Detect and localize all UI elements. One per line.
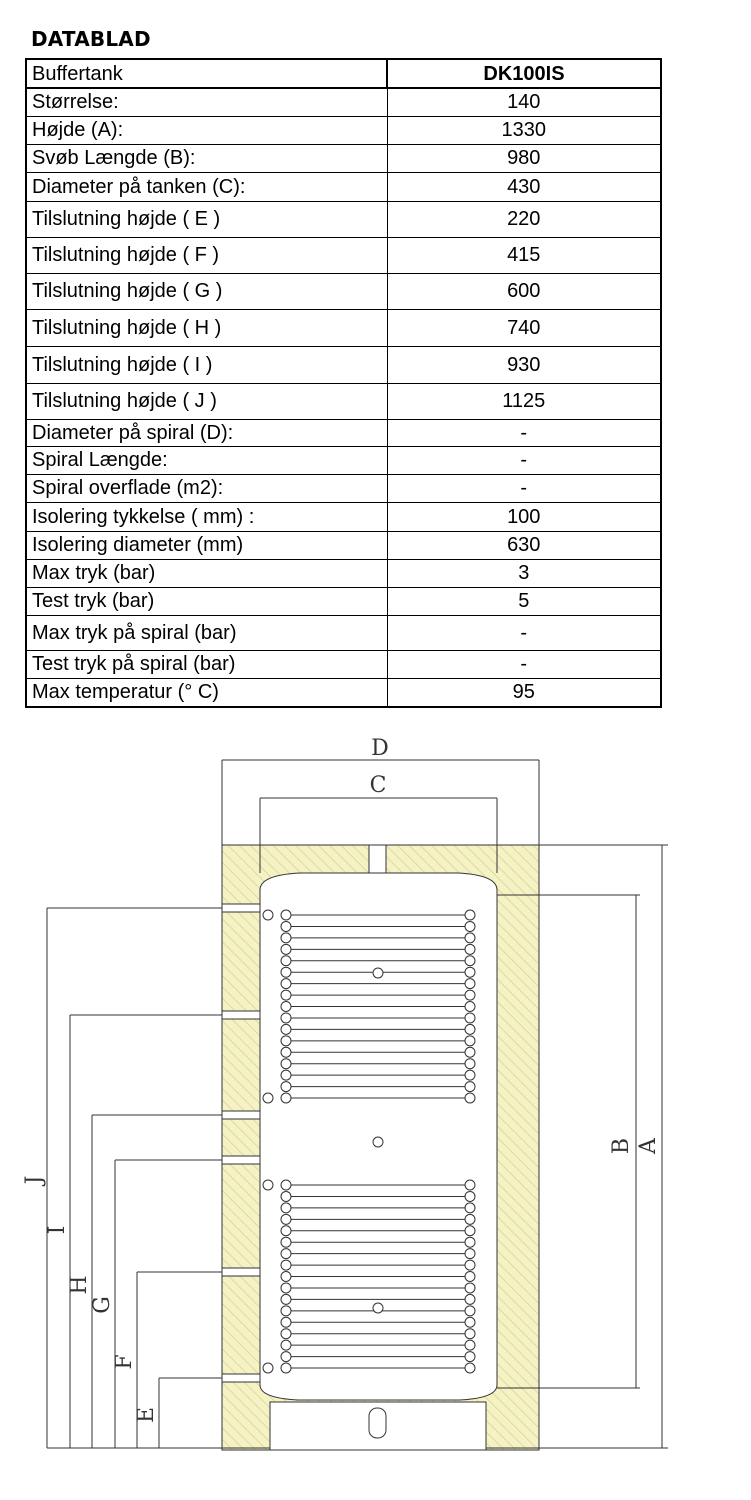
upper-coil-end [465, 1070, 475, 1080]
row-value: 430 [387, 172, 661, 201]
top-connection [369, 845, 386, 873]
row-label: Isolering diameter (mm) [26, 531, 387, 559]
dim-label-d: D [371, 736, 389, 761]
dim-label-c: C [369, 773, 387, 798]
lower-coil-end [281, 1237, 291, 1247]
dim-label-f: F [112, 1354, 137, 1370]
table-row [26, 346, 661, 383]
table-row [26, 678, 661, 707]
row-value: 1125 [387, 383, 661, 419]
row-label: Max tryk (bar) [26, 559, 387, 587]
lower-coil-end [281, 1249, 291, 1259]
row-label: Tilslutning højde ( J ) [26, 383, 387, 419]
upper-coil-end [465, 910, 475, 920]
row-label: Tilslutning højde ( I ) [26, 346, 387, 383]
lower-coil-end [465, 1317, 475, 1327]
row-label: Diameter på spiral (D): [26, 419, 387, 446]
upper-coil-end [465, 933, 475, 943]
lower-coil-end [465, 1363, 475, 1373]
dim-label-h: H [67, 1275, 92, 1295]
row-value: 5 [387, 587, 661, 615]
upper-coil-end [465, 967, 475, 977]
side-connection [222, 1156, 260, 1164]
upper-coil-end [281, 910, 291, 920]
upper-coil-end [281, 1082, 291, 1092]
lower-coil-end [465, 1294, 475, 1304]
sensor-port [373, 1303, 383, 1313]
upper-coil-end [465, 1036, 475, 1046]
table-row [26, 587, 661, 615]
table-header-row [26, 59, 661, 88]
lower-coil-end [465, 1283, 475, 1293]
lower-coil-end [281, 1260, 291, 1270]
table-row [26, 383, 661, 419]
lower-coil-end [281, 1180, 291, 1190]
dim-label-b: B [609, 1137, 634, 1155]
side-connection [222, 1268, 260, 1276]
lower-coil-outlet [263, 1363, 273, 1373]
row-value: 740 [387, 309, 661, 346]
header-model: DK100IS [387, 59, 661, 88]
upper-coil-end [281, 979, 291, 989]
upper-coil-end [281, 1024, 291, 1034]
upper-coil-end [281, 956, 291, 966]
upper-coil-end [281, 1070, 291, 1080]
row-value: 415 [387, 237, 661, 273]
table-row [26, 237, 661, 273]
lower-coil-end [281, 1306, 291, 1316]
row-label: Max temperatur (° C) [26, 678, 387, 707]
tank-body [260, 873, 497, 1400]
upper-coil-end [281, 1036, 291, 1046]
lower-coil-inlet [263, 1180, 273, 1190]
lower-coil-end [281, 1283, 291, 1293]
upper-coil-end [465, 1047, 475, 1057]
row-value: 140 [387, 88, 661, 116]
table-row [26, 309, 661, 346]
upper-coil-end [281, 1002, 291, 1012]
dim-label-a: A [636, 1138, 661, 1154]
upper-coil-end [465, 1082, 475, 1092]
upper-coil-end [465, 921, 475, 931]
row-label: Diameter på tanken (C): [26, 172, 387, 201]
lower-coil-end [281, 1191, 291, 1201]
row-value: - [387, 446, 661, 474]
upper-coil-end [465, 1059, 475, 1069]
row-value: 930 [387, 346, 661, 383]
row-value: 980 [387, 144, 661, 172]
upper-coil-end [465, 1093, 475, 1103]
row-value: 3 [387, 559, 661, 587]
lower-coil-end [281, 1363, 291, 1373]
spec-table [25, 58, 662, 708]
dim-label-e: E [134, 1406, 159, 1424]
upper-coil-outlet [263, 1093, 273, 1103]
sensor-port [373, 968, 383, 978]
table-row [26, 531, 661, 559]
row-value: - [387, 419, 661, 446]
lower-coil-end [281, 1352, 291, 1362]
upper-coil-end [281, 967, 291, 977]
dim-label-i: I [45, 1225, 70, 1235]
sensor-port [373, 1137, 383, 1147]
upper-coil-end [281, 1093, 291, 1103]
row-value: 1330 [387, 116, 661, 144]
lower-coil-end [465, 1180, 475, 1190]
upper-coil-end [465, 1002, 475, 1012]
row-label: Størrelse: [26, 88, 387, 116]
tank-diagram [0, 720, 751, 1500]
bottom-drain [369, 1408, 386, 1438]
table-row [26, 201, 661, 237]
upper-coil-end [465, 1024, 475, 1034]
lower-coil-end [281, 1317, 291, 1327]
row-label: Tilslutning højde ( F ) [26, 237, 387, 273]
row-value: 600 [387, 273, 661, 309]
row-value: 95 [387, 678, 661, 707]
upper-coil-end [281, 1059, 291, 1069]
row-label: Tilslutning højde ( E ) [26, 201, 387, 237]
table-row [26, 419, 661, 446]
row-value: - [387, 650, 661, 678]
table-row [26, 615, 661, 650]
upper-coil-end [281, 921, 291, 931]
lower-coil-end [465, 1237, 475, 1247]
row-label: Spiral overflade (m2): [26, 474, 387, 502]
row-label: Max tryk på spiral (bar) [26, 615, 387, 650]
side-connection [222, 1111, 260, 1119]
row-label: Test tryk på spiral (bar) [26, 650, 387, 678]
row-value: - [387, 615, 661, 650]
row-value: 100 [387, 502, 661, 531]
lower-coil-end [281, 1329, 291, 1339]
header-label: Buffertank [26, 59, 387, 88]
lower-coil-end [465, 1249, 475, 1259]
side-connection [222, 1374, 260, 1382]
lower-coil-end [465, 1226, 475, 1236]
side-connection [222, 1011, 260, 1019]
lower-coil-end [465, 1203, 475, 1213]
dim-label-g: G [90, 1296, 115, 1314]
lower-coil-end [465, 1352, 475, 1362]
row-label: Isolering tykkelse ( mm) : [26, 502, 387, 531]
lower-coil-end [465, 1340, 475, 1350]
upper-coil-end [281, 990, 291, 1000]
row-value: 630 [387, 531, 661, 559]
table-row [26, 144, 661, 172]
row-label: Højde (A): [26, 116, 387, 144]
upper-coil-end [465, 944, 475, 954]
document-title: DATABLAD [31, 27, 151, 51]
upper-coil-end [465, 990, 475, 1000]
upper-coil-end [281, 944, 291, 954]
upper-coil-inlet [263, 910, 273, 920]
row-label: Tilslutning højde ( H ) [26, 309, 387, 346]
lower-coil-end [281, 1203, 291, 1213]
table-row [26, 474, 661, 502]
lower-coil-end [465, 1306, 475, 1316]
table-row [26, 273, 661, 309]
upper-coil-end [465, 979, 475, 989]
dim-label-j: J [22, 1175, 47, 1185]
row-label: Svøb Længde (B): [26, 144, 387, 172]
row-label: Spiral Længde: [26, 446, 387, 474]
lower-coil-end [465, 1191, 475, 1201]
upper-coil-end [281, 1047, 291, 1057]
lower-coil-end [281, 1340, 291, 1350]
table-row [26, 172, 661, 201]
lower-coil-end [465, 1260, 475, 1270]
row-label: Test tryk (bar) [26, 587, 387, 615]
lower-coil-end [281, 1214, 291, 1224]
side-connection [222, 904, 260, 912]
upper-coil-end [281, 933, 291, 943]
lower-coil-end [465, 1272, 475, 1282]
lower-coil-end [281, 1272, 291, 1282]
row-label: Tilslutning højde ( G ) [26, 273, 387, 309]
lower-coil-end [465, 1329, 475, 1339]
row-value: 220 [387, 201, 661, 237]
table-row [26, 502, 661, 531]
lower-coil-end [465, 1214, 475, 1224]
table-row [26, 559, 661, 587]
table-row [26, 116, 661, 144]
lower-coil-end [281, 1226, 291, 1236]
lower-coil-end [281, 1294, 291, 1304]
table-row [26, 650, 661, 678]
upper-coil-end [465, 1013, 475, 1023]
row-value: - [387, 474, 661, 502]
upper-coil-end [465, 956, 475, 966]
upper-coil-end [281, 1013, 291, 1023]
table-row [26, 88, 661, 116]
table-row [26, 446, 661, 474]
